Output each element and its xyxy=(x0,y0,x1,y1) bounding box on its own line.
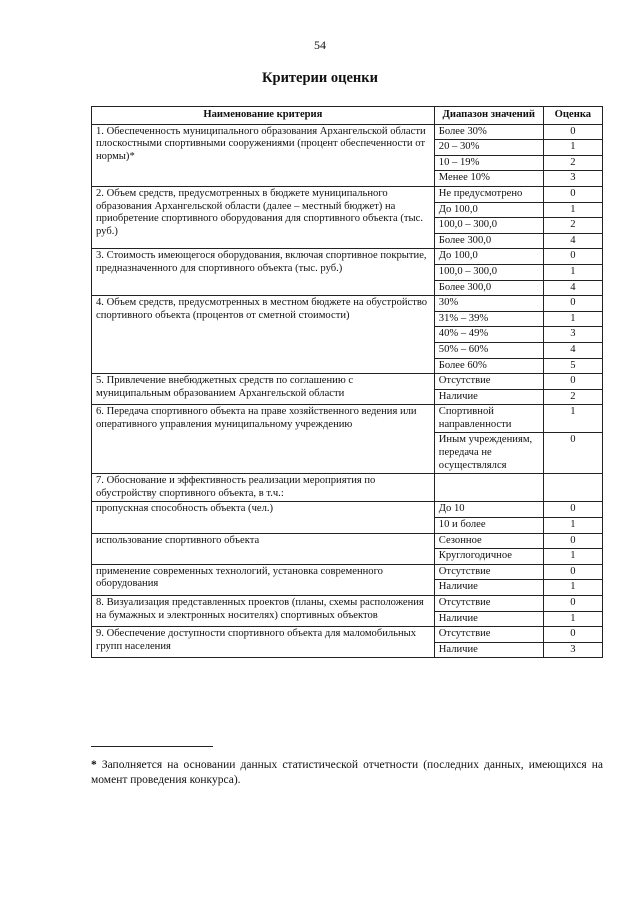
score-cell: 0 xyxy=(543,502,602,518)
range-cell: Круглогодичное xyxy=(434,549,543,565)
range-cell: 100,0 – 300,0 xyxy=(434,264,543,280)
range-cell: Отсутствие xyxy=(434,596,543,612)
range-cell: До 100,0 xyxy=(434,249,543,265)
criterion-cell: пропускная способность объекта (чел.) xyxy=(92,502,435,533)
range-cell: Наличие xyxy=(434,642,543,658)
range-cell: Иным учреждениям, передача не осуществлялся xyxy=(434,433,543,474)
range-cell: Отсутствие xyxy=(434,564,543,580)
header-range: Диапазон значений xyxy=(434,107,543,125)
range-cell: Сезонное xyxy=(434,533,543,549)
criteria-table xyxy=(91,106,603,658)
criterion-cell: 1. Обеспеченность муниципального образования Архангельской области плоскостными спортивными сооружениями (процент обеспеченности от нормы)* xyxy=(92,124,435,186)
table-row xyxy=(92,627,603,643)
empty-score-cell xyxy=(543,474,602,502)
score-cell: 1 xyxy=(543,311,602,327)
range-cell: 20 – 30% xyxy=(434,140,543,156)
score-cell: 0 xyxy=(543,533,602,549)
score-cell: 1 xyxy=(543,580,602,596)
criterion-cell: 5. Привлечение внебюджетных средств по соглашению с муниципальным образованием Архангельской области xyxy=(92,374,435,405)
score-cell: 0 xyxy=(543,627,602,643)
table-body xyxy=(92,124,603,658)
criterion-cell: 2. Объем средств, предусмотренных в бюджете муниципального образования Архангельской области (далее – местный бюджет) на приобретение спортивного оборудования для спортивного объекта (тыс. руб.) xyxy=(92,186,435,248)
score-cell: 1 xyxy=(543,405,602,433)
range-cell: Менее 10% xyxy=(434,171,543,187)
score-cell: 0 xyxy=(543,124,602,140)
score-cell: 1 xyxy=(543,549,602,565)
range-cell: 40% – 49% xyxy=(434,327,543,343)
range-cell: 50% – 60% xyxy=(434,342,543,358)
score-cell: 0 xyxy=(543,564,602,580)
score-cell: 2 xyxy=(543,155,602,171)
footnote xyxy=(91,758,603,788)
score-cell: 4 xyxy=(543,233,602,249)
score-cell: 0 xyxy=(543,596,602,612)
header-score: Оценка xyxy=(543,107,602,125)
criterion-cell: 6. Передача спортивного объекта на праве хозяйственного ведения или оперативного управления муниципальному учреждению xyxy=(92,405,435,474)
footnote-marker: * xyxy=(91,759,97,771)
table-row xyxy=(92,564,603,580)
range-cell: Более 300,0 xyxy=(434,280,543,296)
header-criterion: Наименование критерия xyxy=(92,107,435,125)
score-cell: 1 xyxy=(543,202,602,218)
table-row xyxy=(92,533,603,549)
table-row xyxy=(92,296,603,312)
footnote-divider xyxy=(91,746,213,747)
criterion-cell: применение современных технологий, установка современного оборудования xyxy=(92,564,435,595)
score-cell: 0 xyxy=(543,296,602,312)
criterion-cell: 4. Объем средств, предусмотренных в местном бюджете на обустройство спортивного объекта (процентов от сметной стоимости) xyxy=(92,296,435,374)
range-cell: 100,0 – 300,0 xyxy=(434,218,543,234)
score-cell: 2 xyxy=(543,389,602,405)
score-cell: 5 xyxy=(543,358,602,374)
range-cell: Наличие xyxy=(434,611,543,627)
range-cell: Более 300,0 xyxy=(434,233,543,249)
criterion-cell: 9. Обеспечение доступности спортивного объекта для маломобильных групп населения xyxy=(92,627,435,658)
range-cell: Отсутствие xyxy=(434,627,543,643)
criterion-cell: использование спортивного объекта xyxy=(92,533,435,564)
score-cell: 3 xyxy=(543,642,602,658)
table-header-row xyxy=(92,107,603,125)
criterion-cell: 3. Стоимость имеющегося оборудования, включая спортивное покрытие, предназначенного для спортивного объекта (тыс. руб.) xyxy=(92,249,435,296)
range-cell: Более 30% xyxy=(434,124,543,140)
range-cell: До 10 xyxy=(434,502,543,518)
empty-range-cell xyxy=(434,474,543,502)
range-cell: Наличие xyxy=(434,389,543,405)
score-cell: 0 xyxy=(543,433,602,474)
score-cell: 1 xyxy=(543,518,602,534)
footnote-text: Заполняется на основании данных статистической отчетности (последних данных, имеющихся на момент проведения конкурса). xyxy=(91,759,603,786)
table-row xyxy=(92,502,603,518)
range-cell: 31% – 39% xyxy=(434,311,543,327)
score-cell: 1 xyxy=(543,611,602,627)
table-row xyxy=(92,124,603,140)
table-row xyxy=(92,186,603,202)
page-title: Критерии оценки xyxy=(262,70,378,86)
range-cell: 10 – 19% xyxy=(434,155,543,171)
table-row xyxy=(92,249,603,265)
range-cell: Наличие xyxy=(434,580,543,596)
score-cell: 1 xyxy=(543,264,602,280)
score-cell: 4 xyxy=(543,342,602,358)
table-row xyxy=(92,474,603,502)
range-cell: Не предусмотрено xyxy=(434,186,543,202)
range-cell: Отсутствие xyxy=(434,374,543,390)
criterion-group-cell: 7. Обоснование и эффективность реализации мероприятия по обустройству спортивного объекта, в т.ч.: xyxy=(92,474,435,502)
score-cell: 0 xyxy=(543,374,602,390)
range-cell: Более 60% xyxy=(434,358,543,374)
table-row xyxy=(92,596,603,612)
table-row xyxy=(92,405,603,433)
score-cell: 0 xyxy=(543,249,602,265)
score-cell: 3 xyxy=(543,171,602,187)
range-cell: До 100,0 xyxy=(434,202,543,218)
score-cell: 2 xyxy=(543,218,602,234)
range-cell: 30% xyxy=(434,296,543,312)
score-cell: 1 xyxy=(543,140,602,156)
page-number: 54 xyxy=(314,38,326,52)
range-cell: Спортивной направленности xyxy=(434,405,543,433)
score-cell: 3 xyxy=(543,327,602,343)
table-row xyxy=(92,374,603,390)
criterion-cell: 8. Визуализация представленных проектов (планы, схемы расположения на бумажных и электронных носителях) спортивных объектов xyxy=(92,596,435,627)
score-cell: 0 xyxy=(543,186,602,202)
range-cell: 10 и более xyxy=(434,518,543,534)
score-cell: 4 xyxy=(543,280,602,296)
